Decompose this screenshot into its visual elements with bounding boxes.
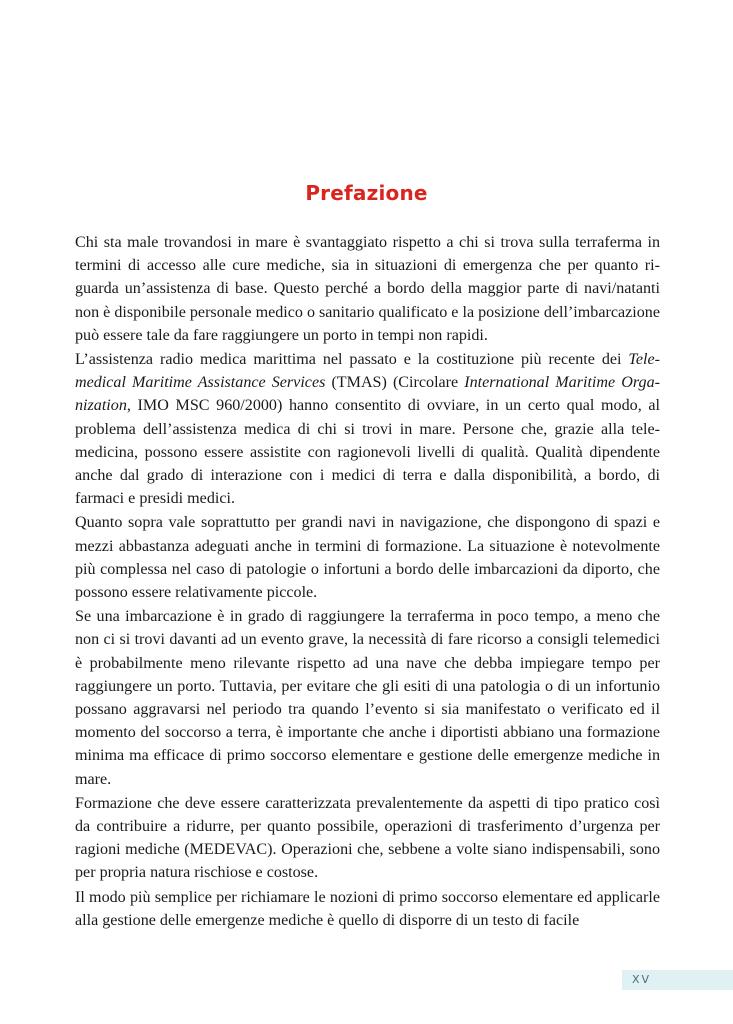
text-segment: (TMAS) (Circolare — [325, 374, 465, 392]
preface-body — [75, 231, 660, 932]
body-paragraph — [75, 511, 660, 604]
text-segment: , IMO MSC 960/2000) hanno consentito di ovviare, in un certo qual modo, al problema dell’assistenza medica di chi si trovi in mare. Persone che, grazie alla telemedicina, possono essere assistite con ragionevoli livelli di qualità. Qualità dipendente anche dal grado di interazione con i medici di terra e dalla disponibilità, a bordo, di farmaci e presidi medici. — [75, 397, 660, 508]
text-segment: L’assistenza radio medica marittima nel passato e la costituzione più recente dei — [75, 351, 629, 369]
text-segment: Il modo più semplice per richiamare le nozioni di primo soccorso elementare ed applicarle alla gestione delle emergenze mediche è quello di disporre di un testo di facile — [75, 888, 660, 929]
text-segment: Formazione che deve essere caratterizzata prevalentemente da aspetti di tipo pratico così da contribuire a ridurre, per quanto possibile, operazioni di trasferimento d’urgenza per ragioni mediche (MEDEVAC). Operazioni che, sebbene a volte siano indispensabili, sono per propria natura rischiose e costose. — [75, 794, 660, 882]
text-segment: Se una imbarcazione è in grado di raggiungere la terraferma in poco tempo, a meno che non ci si trovi davanti ad un evento grave, la necessità di fare ricorso a consigli telemedici è probabilmente meno rilevante rispetto ad una nave che debba impiegare tempo per raggiungere un porto. Tuttavia, per evitare che gli esiti di una patologia o di un infortunio possano aggravarsi nel periodo tra quando l’evento si sia manifestato o verificato ed il momento del soccorso a terra, è importante che anche i diportisti abbiano una formazione minima ma efficace di primo soccorso elementare e gestione delle emergenze mediche in mare. — [75, 608, 660, 788]
page-title: Prefazione — [305, 181, 428, 205]
body-paragraph — [75, 792, 660, 885]
body-paragraph — [75, 231, 660, 347]
italic-text-segment: Telemedical Maritime Assistance Services — [75, 351, 660, 392]
italic-text-segment: International Maritime Organization — [75, 374, 660, 415]
text-segment: Chi sta male trovandosi in mare è svantaggiato rispetto a chi si trova sulla terraferma in termini di accesso alle cure mediche, sia in situazioni di emergenza che per quanto riguarda un’assistenza di base. Questo perché a bordo della maggior parte di navi/natanti non è disponibile personale medico o sanitario qualificato e la posizione dell’imbarcazione può essere tale da fare raggiungere un porto in tempi non rapidi. — [75, 234, 660, 344]
body-paragraph — [75, 348, 660, 510]
body-paragraph — [75, 886, 660, 932]
body-paragraph — [75, 605, 660, 791]
page-number: XV — [632, 973, 652, 986]
text-segment: Quanto sopra vale soprattutto per grandi navi in navigazione, che dispongono di spazi e mezzi abbastanza adeguati anche in termini di formazione. La situazione è notevolmente più complessa nel caso di patologie o infortuni a bordo delle imbarcazioni da diporto, che possono essere relativamente piccole. — [75, 514, 660, 602]
